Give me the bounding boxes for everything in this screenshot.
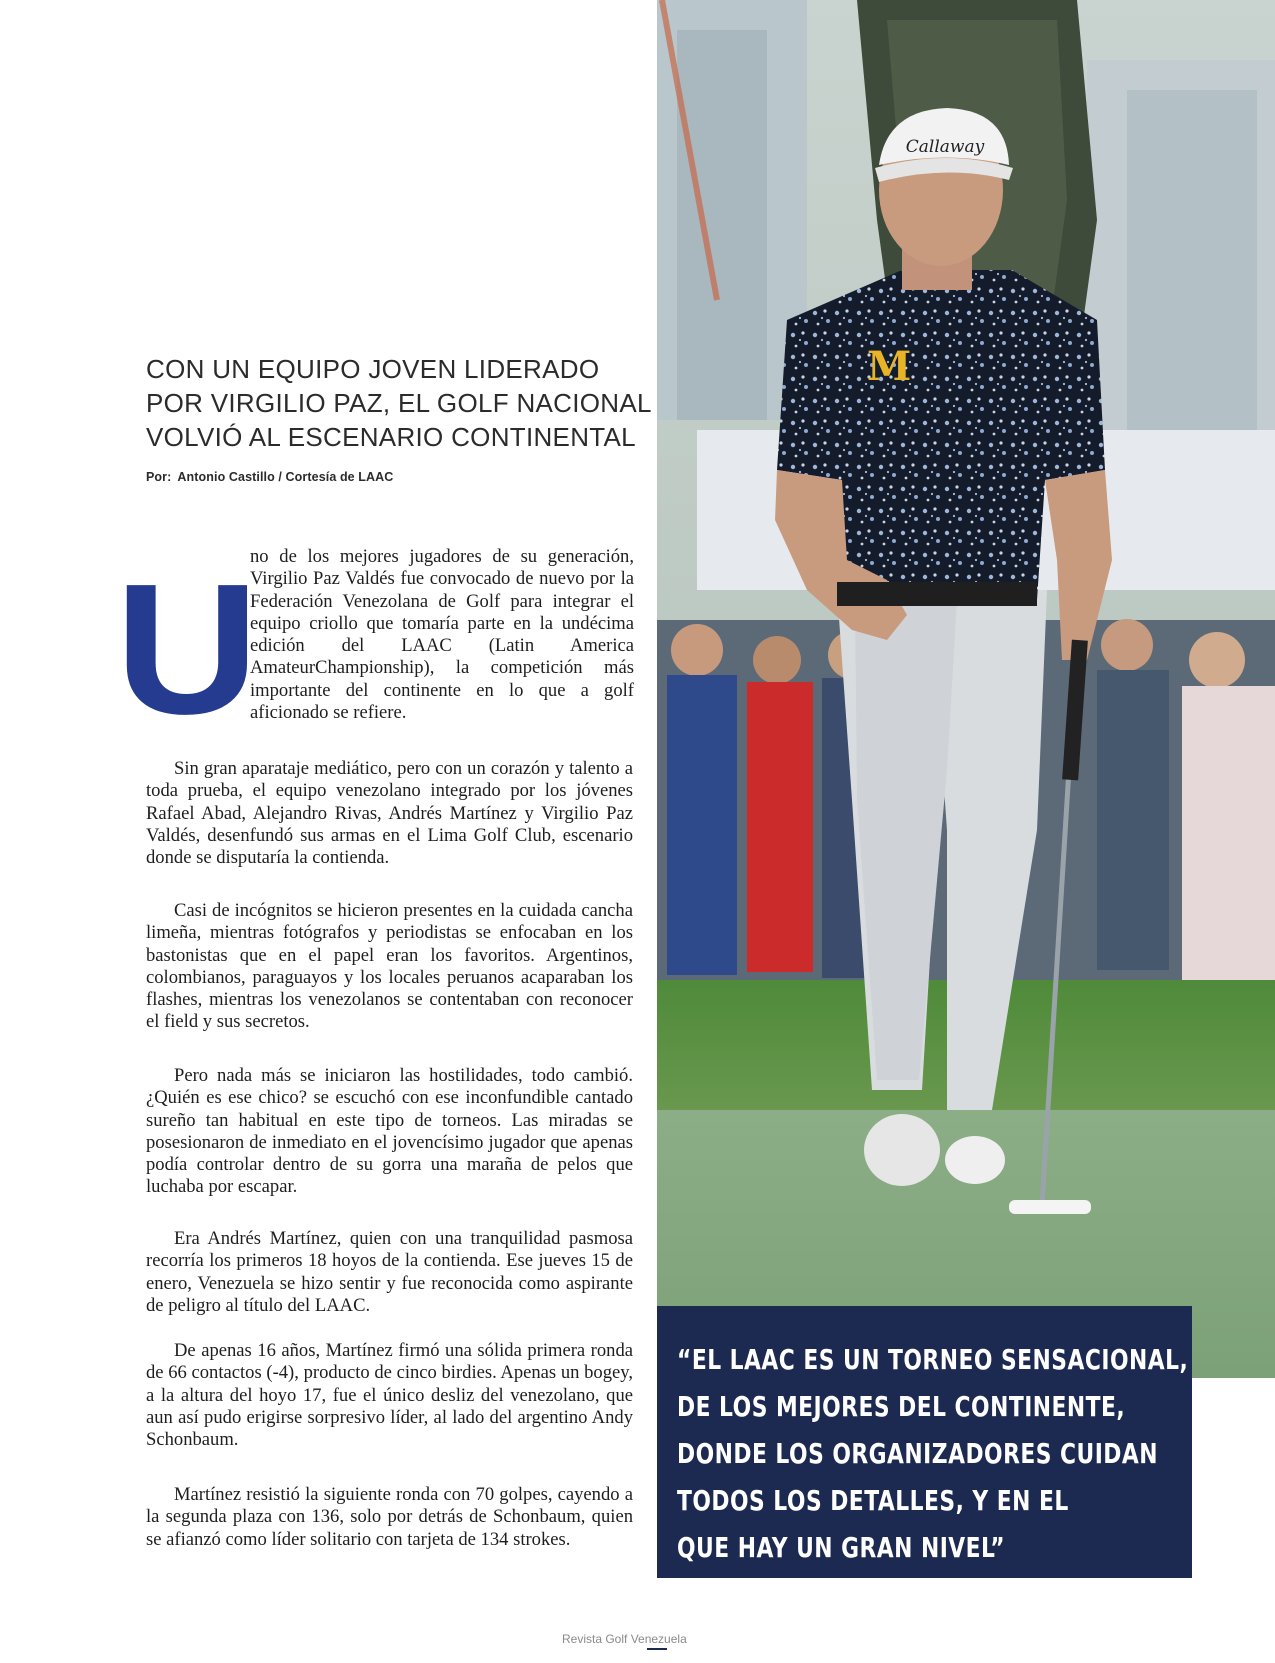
article-paragraph-7: Martínez resistió la siguiente ronda con 70 golpes, cayendo a la segunda plaza con 136, solo por detrás de Schonbaum, quien se afianzó como líder solitario con tarjeta de 134 strokes. — [146, 1484, 633, 1550]
headline — [146, 352, 652, 454]
article-paragraph-2: Sin gran aparataje mediático, pero con un corazón y talento a toda prueba, el equipo venezolano integrado por los jóvenes Rafael Abad, Alejandro Rivas, Andrés Martínez y Virgilio Paz Valdés, desenfundó sus armas en el Lima Golf Club, escenario donde se disputaría la contienda. — [146, 758, 633, 869]
pull-quote-line: “EL LAAC ES UN TORNEO SENSACIONAL, — [677, 1343, 1189, 1376]
cap-logo: Callaway — [905, 137, 985, 157]
article-paragraph-3: Casi de incógnitos se hicieron presentes en la cuidada cancha limeña, mientras fotógrafos y periodistas se enfocaban en los bastonistas que en el papel eran los favoritos. Argentinos, colombianos, paraguayos y los locales peruanos acaparaban los flashes, mientras los venezolanos se contentaban con reconocer el field y sus secretos. — [146, 900, 633, 1033]
byline — [146, 470, 393, 484]
pull-quote — [657, 1306, 1192, 1578]
pull-quote-line: DE LOS MEJORES DEL CONTINENTE, — [677, 1390, 1126, 1423]
pull-quote-line: QUE HAY UN GRAN NIVEL” — [677, 1531, 1006, 1564]
footer-rule — [647, 1648, 667, 1650]
article-paragraph-4: Pero nada más se iniciaron las hostilidades, todo cambió. ¿Quién es ese chico? se escuchó con ese inconfundible cantado sureño tan habitual en este tipo de torneos. Las miradas se posesionaron de inmediato en el jovencísimo jugador que apenas podía controlar dentro de su gorra una maraña de pelos que luchaba por escapar. — [146, 1065, 633, 1198]
byline-label: Por: — [146, 470, 172, 484]
pull-quote-line: TODOS LOS DETALLES, Y EN EL — [677, 1484, 1069, 1517]
article-paragraph-5: Era Andrés Martínez, quien con una tranquilidad pasmosa recorría los primeros 18 hoyos de la contienda. Ese jueves 15 de enero, Venezuela se hizo sentir y fue reconocida como aspirante de peligro al título del LAAC. — [146, 1228, 633, 1316]
drop-cap — [114, 542, 260, 753]
article-paragraph-1: no de los mejores jugadores de su generación, Virgilio Paz Valdés fue convocado de nuevo por la Federación Venezolana de Golf para integrar el equipo criollo que tomaría parte en la undécima edición del LAAC (Latin America AmateurChampionship), la competición más importante del continente en lo que a golf aficionado se refiere. — [250, 546, 634, 724]
headline-line: POR VIRGILIO PAZ, EL GOLF NACIONAL — [146, 388, 652, 418]
pull-quote-line: DONDE LOS ORGANIZADORES CUIDAN — [677, 1437, 1159, 1470]
article-paragraph-6: De apenas 16 años, Martínez firmó una sólida primera ronda de 66 contactos (-4), producto de cinco birdies. Apenas un bogey, a la altura del hoyo 17, fue el único desliz del venezolano, que aun así pudo erigirse sorpresivo líder, al lado del argentino Andy Schonbaum. — [146, 1340, 633, 1451]
footer-publication: Revista Golf Venezuela — [562, 1632, 687, 1646]
golfer-photo — [657, 0, 1275, 1378]
headline-line: VOLVIÓ AL ESCENARIO CONTINENTAL — [146, 422, 636, 452]
drop-cap-letter: U — [114, 544, 260, 753]
shirt-letter: M — [867, 343, 912, 390]
byline-author: Antonio Castillo / Cortesía de LAAC — [177, 470, 394, 484]
headline-line: CON UN EQUIPO JOVEN LIDERADO — [146, 354, 600, 384]
